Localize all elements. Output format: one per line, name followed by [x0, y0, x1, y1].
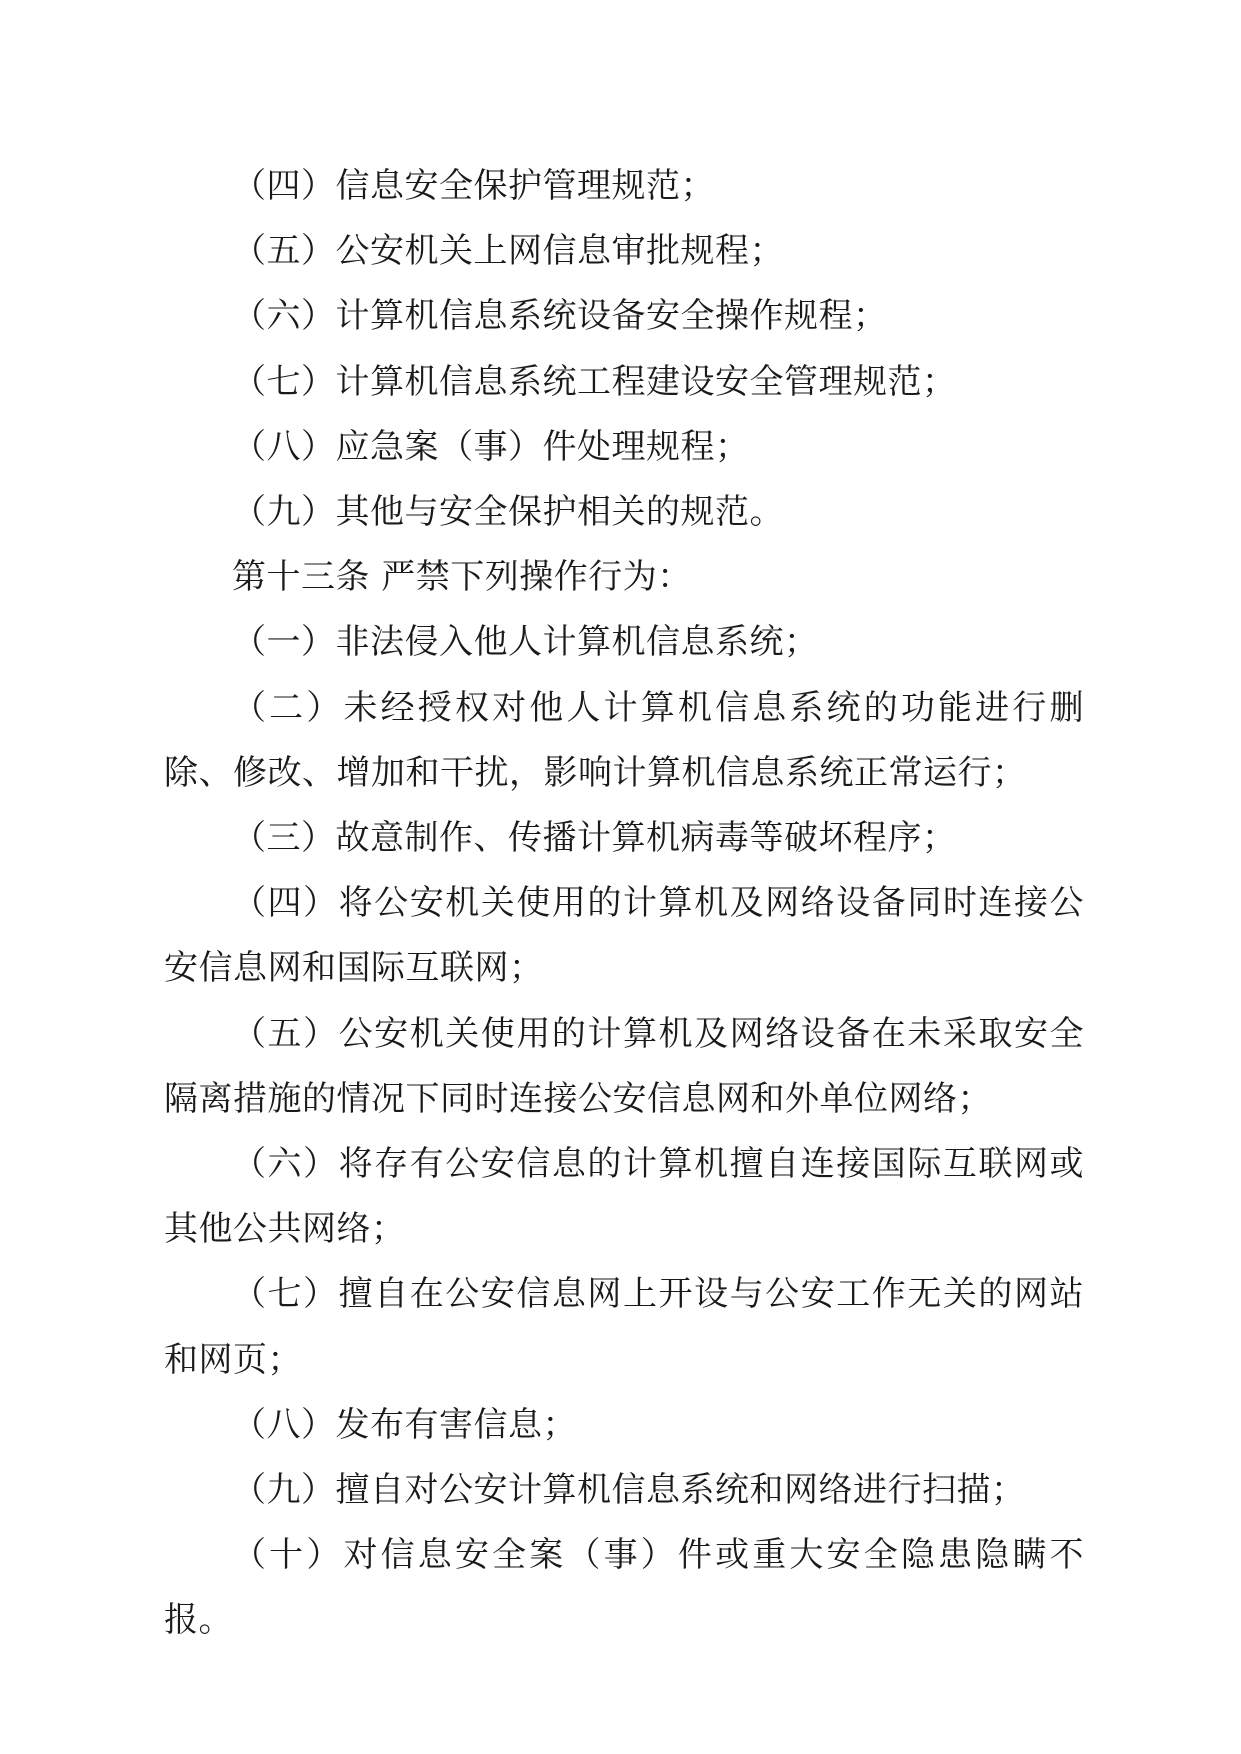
paragraph: （二）未经授权对他人计算机信息系统的功能进行删除、修改、增加和干扰，影响计算机信息系统正常运行；	[164, 687, 1084, 793]
paragraph: （七）计算机信息系统工程建设安全管理规范；	[232, 361, 957, 402]
paragraph: （九）擅自对公安计算机信息系统和网络进行扫描；	[232, 1470, 1026, 1511]
paragraph: （六）将存有公安信息的计算机擅自连接国际互联网或其他公共网络；	[164, 1144, 1084, 1250]
paragraph: （八）发布有害信息；	[232, 1404, 577, 1445]
paragraph: （四）将公安机关使用的计算机及网络设备同时连接公安信息网和国际互联网；	[164, 883, 1084, 989]
paragraph: （九）其他与安全保护相关的规范。	[232, 492, 784, 533]
paragraph: （十）对信息安全案（事）件或重大安全隐患隐瞒不报。	[164, 1535, 1084, 1641]
article-heading: 第十三条 严禁下列操作行为：	[232, 557, 692, 598]
paragraph: （七）擅自在公安信息网上开设与公安工作无关的网站和网页；	[164, 1274, 1084, 1380]
paragraph: （三）故意制作、传播计算机病毒等破坏程序；	[232, 818, 957, 859]
paragraph: （六）计算机信息系统设备安全操作规程；	[232, 296, 888, 337]
document-body	[164, 154, 1084, 1654]
paragraph: （四）信息安全保护管理规范；	[232, 166, 715, 206]
paragraph: （八）应急案（事）件处理规程；	[232, 426, 750, 467]
paragraph: （一）非法侵入他人计算机信息系统；	[232, 622, 819, 663]
paragraph: （五）公安机关上网信息审批规程；	[232, 231, 784, 272]
paragraph: （五）公安机关使用的计算机及网络设备在未采取安全隔离措施的情况下同时连接公安信息网和外单位网络；	[164, 1013, 1084, 1119]
